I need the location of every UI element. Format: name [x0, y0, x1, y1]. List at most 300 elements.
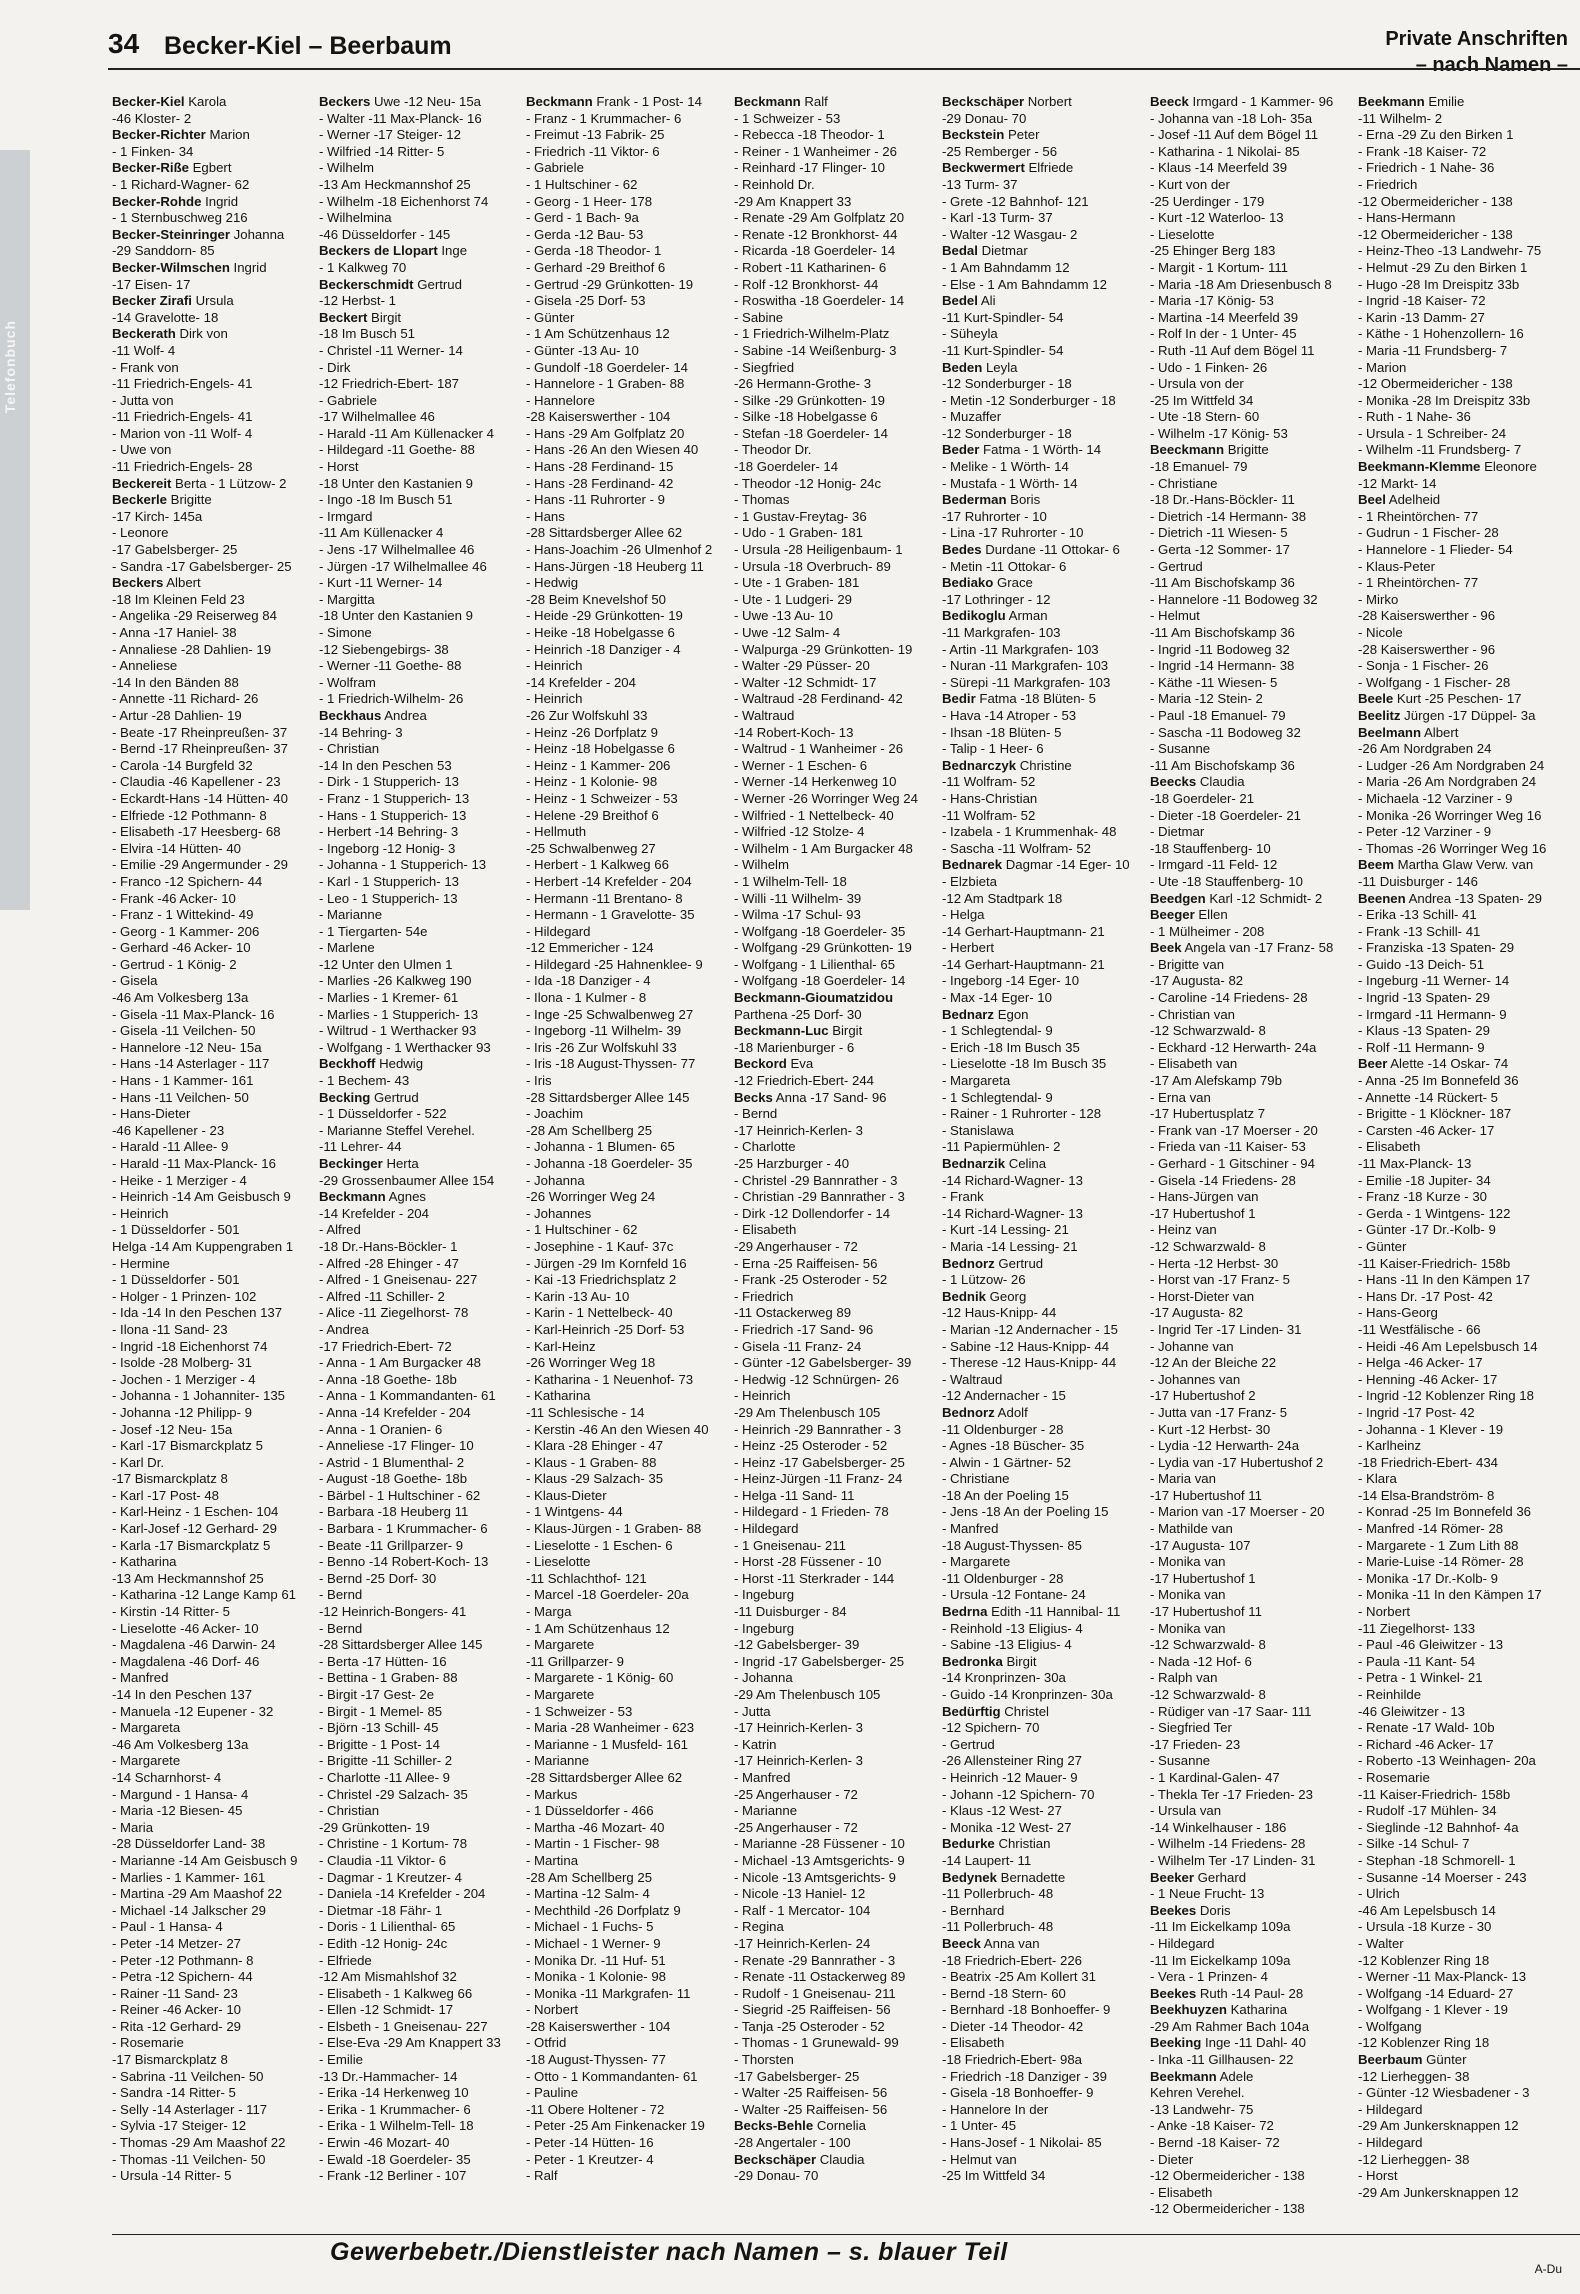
listing-entry: -18 Stauffenberg- 10 [1150, 840, 1271, 856]
listing-entry: Beekmann-Klemme Eleonore [1358, 459, 1537, 475]
listing-entry: - Dirk - 1 Stupperich- 13 [319, 774, 459, 790]
listing-entry: - Hermine [112, 1255, 170, 1271]
listing-entry: - Marlies - 1 Stupperich- 13 [319, 1006, 479, 1022]
listing-entry: - Joachim [526, 1106, 584, 1122]
surname: Beerbaum [1358, 2052, 1423, 2068]
listing-entry: - Hans - 1 Stupperich- 13 [319, 807, 467, 823]
listing-entry: - Wolfgang - 1 Klever - 19 [1358, 2002, 1509, 2018]
listing-entry: - Ihsan -18 Blüten- 5 [942, 724, 1062, 740]
listing-entry: Beeker Gerhard [1150, 1869, 1247, 1885]
listing-entry: - Franco -12 Spichern- 44 [112, 873, 263, 889]
listing-entry: - Renate -12 Bronkhorst- 44 [734, 226, 898, 242]
listing-entry: - Karin -13 Au- 10 [526, 1288, 630, 1304]
listing-entry: - Bernhard [942, 1902, 1005, 1918]
listing-entry: - Gertrud [1150, 558, 1203, 574]
side-index-label: Telefonbuch [2, 320, 18, 414]
listing-entry: -11 Im Eickelkamp 109a [1150, 1952, 1291, 1968]
listing-entry: -11 Pollerbruch- 48 [942, 1886, 1054, 1902]
listing-entry: - Werner - 1 Eschen- 6 [734, 757, 868, 773]
listing-entry: - Christian van [1150, 1006, 1236, 1022]
surname: Beckwermert [942, 160, 1025, 176]
listing-entry: -25 Uerdinger - 179 [1150, 193, 1265, 209]
listing-entry: -28 Sittardsberger Allee 145 [319, 1637, 483, 1653]
listing-entry: - Kerstin -46 An den Wiesen 40 [526, 1421, 709, 1437]
listing-entry: - Hans -11 Ruhrorter - 9 [526, 492, 666, 508]
listing-entry: - Pauline [526, 2085, 579, 2101]
listing-entry: -14 Scharnhorst- 4 [112, 1769, 222, 1785]
listing-entry: - Hans-Georg [1358, 1305, 1438, 1321]
listing-entry: -11 Im Eickelkamp 109a [1150, 1919, 1291, 1935]
listing-entry: - Gerda -18 Theodor- 1 [526, 243, 662, 259]
listing-entry: - Margarete [942, 1554, 1011, 1570]
listing-entry: - Johanna van -18 Loh- 35a [1150, 110, 1313, 126]
listing-entry: - Metin -11 Ottokar- 6 [942, 558, 1067, 574]
listing-entry: - Walter [1358, 1935, 1404, 1951]
listing-entry: -46 Gleiwitzer - 13 [1358, 1703, 1466, 1719]
listing-entry: - Hedwig -12 Schnürgen- 26 [734, 1371, 899, 1387]
listing-entry: - Elisabeth van [1150, 1056, 1238, 1072]
listing-entry: -25 Im Wittfeld 34 [942, 2168, 1046, 2184]
listing-entry: - Bernd [319, 1620, 363, 1636]
listing-entry: - Ida -14 In den Peschen 137 [112, 1305, 283, 1321]
surname: Bednarz [942, 1006, 995, 1022]
listing-entry: - Siegfried [734, 359, 795, 375]
listing-entry: - 1 Am Schützenhaus 12 [526, 326, 670, 342]
listing-entry: - Brigitte - 1 Klöckner- 187 [1358, 1106, 1512, 1122]
listing-entry: -17 Hubertushof 11 [1150, 1604, 1262, 1620]
listing-entry: - Heinrich -29 Bannrather - 3 [734, 1421, 902, 1437]
listing-entry: - Petra -12 Spichern- 44 [112, 1969, 253, 1985]
listing-entry: - Regina [734, 1919, 784, 1935]
listing-entry: - Rolf -11 Hermann- 9 [1358, 1039, 1485, 1055]
listing-entry: -28 Sittardsberger Allee 62 [526, 1769, 683, 1785]
listing-entry: - Dietmar -18 Fähr- 1 [319, 1902, 443, 1918]
listing-entry: - 1 Hultschiner - 62 [526, 1222, 638, 1238]
listing-entry: - Klaus - 1 Graben- 88 [526, 1454, 657, 1470]
listing-entry: - Heinz - 1 Kammer- 206 [526, 757, 671, 773]
listing-entry: - Johanna - 1 Blumen- 65 [526, 1139, 675, 1155]
listing-entry: - Horst van -17 Franz- 5 [1150, 1272, 1290, 1288]
listing-entry: - Konrad -25 Im Bonnefeld 36 [1358, 1504, 1532, 1520]
listing-entry: - Hannelore [526, 392, 595, 408]
listing-entry: - Wilhelm [319, 160, 374, 176]
listing-entry: -12 Sonderburger - 18 [942, 376, 1072, 392]
listing-entry: - Marion von -11 Wolf- 4 [112, 425, 253, 441]
listing-entry: - Birgit -17 Gest- 2e [319, 1687, 435, 1702]
listing-entry: - Frank van -17 Moerser - 20 [1150, 1122, 1318, 1138]
listing-entry: Beckert Birgit [319, 309, 402, 325]
listing-entry: - Hans -11 Veilchen- 50 [112, 1089, 249, 1105]
listing-entry: - Paul - 1 Hansa- 4 [112, 1919, 223, 1935]
listing-entry: - Beate -17 Rheinpreußen- 37 [112, 724, 288, 740]
listing-entry: - Ilona -11 Sand- 23 [112, 1321, 228, 1337]
listing-entry: - Bernd [734, 1106, 778, 1122]
listing-entry: - Karlheinz [1358, 1438, 1422, 1454]
listing-entry: - Hermann -11 Brentano- 8 [526, 890, 683, 906]
surname: Beelmann [1358, 724, 1422, 740]
listing-entry: -17 Bismarckplatz 8 [112, 1471, 228, 1487]
listing-entry: Becker-Wilmschen Ingrid [112, 259, 267, 275]
listing-entry: - Alfred [319, 1222, 361, 1238]
listing-entry: - Marianne - 1 Musfeld- 161 [526, 1736, 688, 1752]
listing-entry: - Ingeborg -14 Eger- 10 [942, 973, 1080, 989]
listing-entry: -28 Kaiserswerther - 96 [1358, 608, 1496, 624]
listing-entry: - Wiltrud - 1 Werthacker 93 [319, 1023, 477, 1039]
listing-entry: -17 Hubertushof 1 [1150, 1570, 1256, 1586]
listing-entry: -25 Remberger - 56 [942, 143, 1058, 159]
listing-entry: - Theodor -12 Honig- 24c [734, 475, 882, 491]
listing-entry: -17 Am Alefskamp 79b [1150, 1073, 1282, 1089]
listing-entry: - Mechthild -26 Dorfplatz 9 [526, 1902, 681, 1918]
listing-entry: Beedgen Karl -12 Schmidt- 2 [1150, 890, 1323, 906]
listing-entry: - 1 Finken- 34 [112, 143, 194, 159]
listing-entry: Beckerle Brigitte [112, 492, 212, 508]
listing-entry: - Herta -12 Herbst- 30 [1150, 1255, 1279, 1271]
listing-entry: - Wolfgang - 1 Fischer- 28 [1358, 674, 1511, 690]
listing-entry: - Martina -12 Salm- 4 [526, 1886, 650, 1902]
listing-entry: - 1 Wintgens- 44 [526, 1504, 623, 1520]
listing-entry: - 1 Unter- 45 [942, 2118, 1017, 2134]
listing-entry: - Peter -14 Hütten- 16 [526, 2135, 654, 2151]
listing-entry: - Maria -18 Am Driesenbusch 8 [1150, 276, 1332, 292]
listing-entry: Bedal Dietmar [942, 243, 1028, 259]
listing-entry: - Susanne [1150, 741, 1211, 757]
listing-entry: - Emilie [319, 2052, 363, 2068]
listing-entry: -11 Ziegelhorst- 133 [1358, 1620, 1476, 1636]
listing-entry: Beekmann Emilie [1358, 94, 1465, 109]
listing-entry: -11 Wilhelm- 2 [1358, 110, 1443, 126]
surname: Bedronka [942, 1653, 1003, 1669]
listing-entry: - Sascha -11 Bodoweg 32 [1150, 724, 1301, 740]
listing-entry: - Ingrid -17 Gabelsberger- 25 [734, 1653, 905, 1669]
listing-entry: - Marlies -26 Kalkweg 190 [319, 973, 472, 989]
surname: Becker-Rohde [112, 193, 202, 209]
listing-entry: - Klaus -13 Spaten- 29 [1358, 1023, 1490, 1039]
listing-entry: - Helmut -29 Zu den Birken 1 [1358, 259, 1528, 275]
listing-entry: - Wilhelm -17 König- 53 [1150, 425, 1288, 441]
listing-entry: - Nada -12 Hof- 6 [1150, 1653, 1252, 1669]
listing-entry: - Hans-Jürgen van [1150, 1189, 1259, 1205]
listing-entry: Beecks Claudia [1150, 774, 1245, 790]
listing-entry: - Kurt -11 Werner- 14 [319, 575, 443, 591]
surname: Beenen [1358, 890, 1406, 906]
surname: Bednorz [942, 1404, 995, 1420]
listing-entry: - Heinrich [734, 1388, 791, 1404]
surname: Beeker [1150, 1869, 1194, 1885]
listing-entry: -12 Obermeidericher - 138 [1150, 2201, 1305, 2217]
listing-entry: - Helga -11 Sand- 11 [734, 1487, 855, 1503]
listing-entry: - Else-Eva -29 Am Knappert 33 [319, 2035, 501, 2051]
listing-entry: - Heinz -18 Hobelgasse 6 [526, 741, 675, 757]
surname: Beckers [319, 94, 371, 109]
listing-entry: - Irmgard -11 Hermann- 9 [1358, 1006, 1507, 1022]
surname: Beeck [1150, 94, 1189, 109]
listing-entry: - Christine - 1 Kortum- 78 [319, 1836, 468, 1852]
section-title-line-1: Private Anschriften [1385, 28, 1568, 50]
listing-entry: - Horst [319, 459, 359, 475]
listing-entry: - Heide -29 Grünkotten- 19 [526, 608, 683, 624]
listing-entry: - Heinrich -18 Danziger - 4 [526, 641, 681, 657]
listing-entry: Becker-Riße Egbert [112, 160, 232, 176]
listing-entry: - Michaela -12 Varziner - 9 [1358, 790, 1513, 806]
listing-entry: -14 Krefelder - 204 [319, 1205, 429, 1221]
listing-entry: - Josef -12 Neu- 15a [112, 1421, 233, 1437]
listing-entry: - Frieda van -11 Kaiser- 53 [1150, 1139, 1306, 1155]
listing-entry: -11 Schlesische - 14 [526, 1404, 645, 1420]
listing-entry: -11 Duisburger - 146 [1358, 873, 1478, 889]
listing-entry: - Anneliese [112, 658, 178, 674]
listing-entry: - Hans -14 Asterlager - 117 [112, 1056, 270, 1072]
listing-entry: -11 Max-Planck- 13 [1358, 1156, 1472, 1171]
listing-entry: - Maria -26 Am Nordgraben 24 [1358, 774, 1537, 790]
listing-entry: - Ingrid -17 Post- 42 [1358, 1404, 1475, 1420]
listing-entry: - Monika -11 Markgrafen- 11 [526, 1985, 691, 2001]
listing-entry: -18 Dr.-Hans-Böckler- 1 [319, 1238, 458, 1254]
listing-entry: - Annette -14 Rückert- 5 [1358, 1089, 1499, 1105]
listing-entry: - Susanne -14 Moerser - 243 [1358, 1869, 1527, 1885]
listing-entry: -28 Kaiserswerther - 104 [526, 2018, 671, 2034]
listing-entry: - Anna -25 Im Bonnefeld 36 [1358, 1073, 1519, 1089]
listing-entry: - Iris -26 Zur Wolfskuhl 33 [526, 1039, 677, 1055]
listing-entry: - Emilie -18 Jupiter- 34 [1358, 1172, 1491, 1188]
listing-entry: -46 Am Volkesberg 13a [112, 990, 249, 1006]
page-number: 34 [108, 28, 140, 59]
listing-entry: - Thomas -29 Am Maashof 22 [112, 2135, 286, 2151]
listing-entry: - Heinz -17 Gabelsberger- 25 [734, 1454, 905, 1470]
surname: Becking [319, 1089, 371, 1105]
listing-entry: - Ute - 1 Ludgeri- 29 [734, 591, 853, 607]
listing-entry: Beckhaus Andrea [319, 707, 427, 723]
listing-entry: -14 Gerhart-Hauptmann- 21 [942, 956, 1105, 972]
listing-entry: - Ursula -14 Ritter- 5 [112, 2168, 232, 2184]
listing-entry: -11 Pollerbruch- 48 [942, 1919, 1054, 1935]
listing-entry: - Hans -11 In den Kämpen 17 [1358, 1272, 1531, 1288]
listing-entry: - Margarete [526, 1637, 595, 1653]
listing-entry: Bedronka Birgit [942, 1653, 1037, 1669]
listing-entry: -25 Angerhauser - 72 [734, 1819, 858, 1835]
listing-entry: -17 Heinrich-Kerlen- 24 [734, 1935, 871, 1951]
listing-entry: - Margitta [319, 591, 375, 607]
listing-entry: Bedir Fatma -18 Blüten- 5 [942, 691, 1096, 707]
surname: Beer [1358, 1056, 1388, 1072]
listing-entry: - Anna - 1 Am Burgacker 48 [319, 1355, 481, 1371]
listing-entry: -11 Grillparzer- 9 [526, 1653, 624, 1669]
listing-column-2 [319, 94, 521, 2234]
listing-entry: - Monika -12 West- 27 [942, 1819, 1072, 1835]
listing-entry: - Gerhard -29 Breithof 6 [526, 259, 666, 275]
listing-entry: - Josephine - 1 Kauf- 37c [526, 1238, 674, 1254]
listing-entry: - Sabine [734, 309, 784, 325]
listing-entry: -12 Friedrich-Ebert- 187 [319, 376, 459, 392]
listing-entry: - Herbert - 1 Kalkweg 66 [526, 857, 669, 873]
listing-entry: - Maria -12 Stein- 2 [1150, 691, 1263, 707]
listing-entry: - Friedrich [1358, 176, 1418, 192]
surname: Becks [734, 1089, 773, 1105]
listing-entry: - Bernhard -18 Bonhoeffer- 9 [942, 2002, 1111, 2018]
listing-entry: - Thekla Ter -17 Frieden- 23 [1150, 1786, 1313, 1802]
listing-entry: - 1 Mülheimer - 208 [1150, 923, 1265, 939]
listing-entry: Beekhuyzen Katharina [1150, 2002, 1288, 2018]
listing-entry: - Walter -25 Raiffeisen- 56 [734, 2085, 888, 2101]
listing-entry: - Ludger -26 Am Nordgraben 24 [1358, 757, 1545, 773]
listing-entry: - Johannes van [1150, 1371, 1241, 1387]
listing-entry: -18 Dr.-Hans-Böckler- 11 [1150, 492, 1295, 508]
listing-entry: - Michael - 1 Werner- 9 [526, 1935, 661, 1951]
listing-entry: - Ruth - 1 Nahe- 36 [1358, 409, 1471, 425]
listing-entry: - Leonore [112, 525, 169, 541]
listing-entry: Bednarzik Celina [942, 1156, 1047, 1171]
listing-entry: - Lieselotte [526, 1554, 591, 1570]
listing-entry: - Bärbel - 1 Hultschiner - 62 [319, 1487, 481, 1503]
listing-entry: Bednik Georg [942, 1288, 1027, 1304]
listing-entry: - Bernd -17 Rheinpreußen- 37 [112, 741, 288, 757]
listing-entry: - Grete -12 Bahnhof- 121 [942, 193, 1089, 209]
listing-entry: - Dieter [1150, 2151, 1194, 2167]
listing-entry: - Christel -11 Werner- 14 [319, 342, 463, 358]
listing-entry: - Klaus -14 Meerfeld 39 [1150, 160, 1288, 176]
listing-entry: - Johanna - 1 Klever - 19 [1358, 1421, 1504, 1437]
listing-entry: - Uwe von [112, 442, 172, 458]
listing-entry: - Georg - 1 Kammer- 206 [112, 923, 260, 939]
listing-entry: -11 Friedrich-Engels- 41 [112, 409, 253, 425]
listing-entry: - Wilhelm -14 Friedens- 28 [1150, 1836, 1306, 1852]
listing-entry: Becks-Behle Cornelia [734, 2118, 866, 2134]
surname: Beeckmann [1150, 442, 1225, 458]
listing-entry: - Elfriede [319, 1952, 372, 1968]
listing-entry: - Inge -25 Schwalbenweg 27 [526, 1006, 694, 1022]
listing-entry: - Hannelore -12 Neu- 15a [112, 1039, 262, 1055]
listing-entry: - Heinrich [526, 691, 583, 707]
surname: Becker-Kiel [112, 94, 185, 109]
listing-column-3 [526, 94, 728, 2234]
listing-entry: -12 Lierheggen- 38 [1358, 2068, 1470, 2084]
listing-entry: - Maria -28 Wanheimer - 623 [526, 1720, 695, 1736]
listing-entry: - Waltrud - 1 Wanheimer - 26 [734, 741, 904, 757]
listing-entry: - Siegfried Ter [1150, 1720, 1232, 1736]
listing-entry: - Margit - 1 Kortum- 111 [1150, 259, 1289, 275]
listing-entry: Beckmann-Luc Birgit [734, 1023, 863, 1039]
listing-entry: - Marianne [526, 1753, 590, 1769]
listing-entry: Bedes Durdane -11 Ottokar- 6 [942, 542, 1120, 558]
surname: Beekhuyzen [1150, 2002, 1227, 2018]
listing-entry: - Heinrich [112, 1205, 169, 1221]
listing-entry: -28 Am Schellberg 25 [526, 1122, 653, 1138]
listing-entry: - 1 Rheintörchen- 77 [1358, 508, 1479, 524]
surname: Bednarek [942, 857, 1003, 873]
listing-entry: - Brigitte van [1150, 956, 1225, 972]
listing-entry: - Ilona - 1 Kulmer - 8 [526, 990, 647, 1006]
footer-rule [112, 2234, 1580, 2235]
listing-entry: - Wolfgang -29 Grünkotten- 19 [734, 940, 912, 956]
listing-entry: Beek Angela van -17 Franz- 58 [1150, 940, 1334, 956]
running-title: Becker-Kiel – Beerbaum [164, 32, 452, 60]
listing-entry: - Stefan -18 Goerdeler- 14 [734, 425, 888, 441]
listing-entry: - Uwe -13 Au- 10 [734, 608, 833, 624]
listing-entry: - Theodor Dr. [734, 442, 812, 458]
listing-entry: - Lydia -12 Herwarth- 24a [1150, 1438, 1300, 1454]
listing-entry: - Friedrich -18 Danziger - 39 [942, 2068, 1107, 2084]
listing-entry: -12 Herbst- 1 [319, 293, 396, 309]
listing-entry: - Erwin -46 Mozart- 40 [319, 2135, 450, 2151]
listing-entry: - Manfred [942, 1521, 999, 1537]
listing-entry: - Elisabeth [1358, 1139, 1421, 1155]
listing-entry: - Heinz van [1150, 1222, 1217, 1238]
listing-entry: -17 Hubertushof 11 [1150, 1487, 1262, 1503]
listing-entry: - Anna - 1 Oranien- 6 [319, 1421, 443, 1437]
listing-entry: - Claudia -11 Viktor- 6 [319, 1852, 447, 1868]
listing-entry: - Jens -18 An der Poeling 15 [942, 1504, 1109, 1520]
listing-entry: - Melike - 1 Wörth- 14 [942, 459, 1069, 475]
listing-entry: - Therese -12 Haus-Knipp- 44 [942, 1355, 1117, 1371]
listing-entry: - Monika -17 Dr.-Kolb- 9 [1358, 1570, 1498, 1586]
surname: Bedal [942, 243, 978, 259]
listing-entry: - Ingrid -18 Kaiser- 72 [1358, 293, 1486, 309]
listing-entry: -17 Wilhelmallee 46 [319, 409, 435, 425]
listing-entry: Beeking Inge -11 Dahl- 40 [1150, 2035, 1306, 2051]
listing-entry: -18 Friedrich-Ebert- 226 [942, 1952, 1082, 1968]
listing-entry: - Maria van [1150, 1471, 1216, 1487]
listing-entry: -11 Wolfram- 52 [942, 774, 1036, 790]
listing-entry: - Harald -11 Max-Planck- 16 [112, 1156, 276, 1171]
listing-entry: Bedikoglu Arman [942, 608, 1048, 624]
listing-entry: - Anna -14 Krefelder - 204 [319, 1404, 471, 1420]
listing-entry: -18 August-Thyssen- 85 [942, 1537, 1083, 1553]
listing-entry: - Klaus-Jürgen - 1 Graben- 88 [526, 1521, 702, 1537]
listing-entry: - Franz - 1 Wittekind- 49 [112, 907, 254, 923]
listing-entry: - Süheyla [942, 326, 998, 342]
listing-entry: - Michael -14 Jalkscher 29 [112, 1902, 266, 1918]
listing-entry: - Marie-Luise -14 Römer- 28 [1358, 1554, 1524, 1570]
listing-entry: -28 Düsseldorfer Land- 38 [112, 1836, 266, 1852]
surname: Beecks [1150, 774, 1197, 790]
listing-entry: Becks Anna -17 Sand- 96 [734, 1089, 887, 1105]
section-title [1385, 26, 1568, 78]
listing-entry: - Michael -13 Amtsgerichts- 9 [734, 1852, 905, 1868]
listing-entry: Kehren Verehel. [1150, 2085, 1245, 2101]
listing-entry: -17 Hubertushof 1 [1150, 1205, 1256, 1221]
surname: Beckereit [112, 475, 172, 491]
listing-entry: - Barbara -18 Heuberg 11 [319, 1504, 469, 1520]
listing-entry: Becking Gertrud [319, 1089, 419, 1105]
listing-entry: Becker-Richter Marion [112, 127, 250, 143]
listing-entry: - 1 Gneisenau- 211 [734, 1537, 846, 1553]
listing-entry: Beckschäper Claudia [734, 2151, 865, 2167]
listing-entry: - Karl -17 Bismarckplatz 5 [112, 1438, 263, 1454]
listing-entry: Beckerschmidt Gertrud [319, 276, 462, 292]
listing-entry: - Friedrich -11 Viktor- 6 [526, 143, 660, 159]
listing-entry: - Anna -18 Goethe- 18b [319, 1371, 457, 1387]
listing-entry: - Rudolf - 1 Gneisenau- 211 [734, 1985, 896, 2001]
listing-entry: -14 Behring- 3 [319, 724, 403, 740]
surname: Bedynek [942, 1869, 997, 1885]
listing-entry: Beckinger Herta [319, 1156, 419, 1171]
listing-entry: - Franziska -13 Spaten- 29 [1358, 940, 1515, 956]
listing-entry: - Franz - 1 Krummacher- 6 [526, 110, 682, 126]
listing-entry: - 1 Kardinal-Galen- 47 [1150, 1769, 1280, 1785]
listing-entry: - Martin - 1 Fischer- 98 [526, 1836, 660, 1852]
listing-entry: -11 Kaiser-Friedrich- 158b [1358, 1255, 1511, 1271]
listing-entry: - 1 Düsseldorfer - 522 [319, 1106, 447, 1122]
listing-entry: - Guido -13 Deich- 51 [1358, 956, 1485, 972]
listing-entry: -29 Grünkotten- 19 [319, 1819, 430, 1835]
listing-entry: - Sonja - 1 Fischer- 26 [1358, 658, 1489, 674]
listing-entry: -26 Worringer Weg 24 [526, 1189, 656, 1205]
listing-entry: -12 Obermeidericher - 138 [1358, 226, 1513, 242]
listing-entry: - Wilfried - 1 Nettelbeck- 40 [734, 807, 894, 823]
listing-entry: - Sürepi -11 Markgrafen- 103 [942, 674, 1111, 690]
listing-entry: - Wolfgang -14 Eduard- 27 [1358, 1985, 1514, 2001]
listing-entry: - Klaus-Dieter [526, 1487, 607, 1503]
